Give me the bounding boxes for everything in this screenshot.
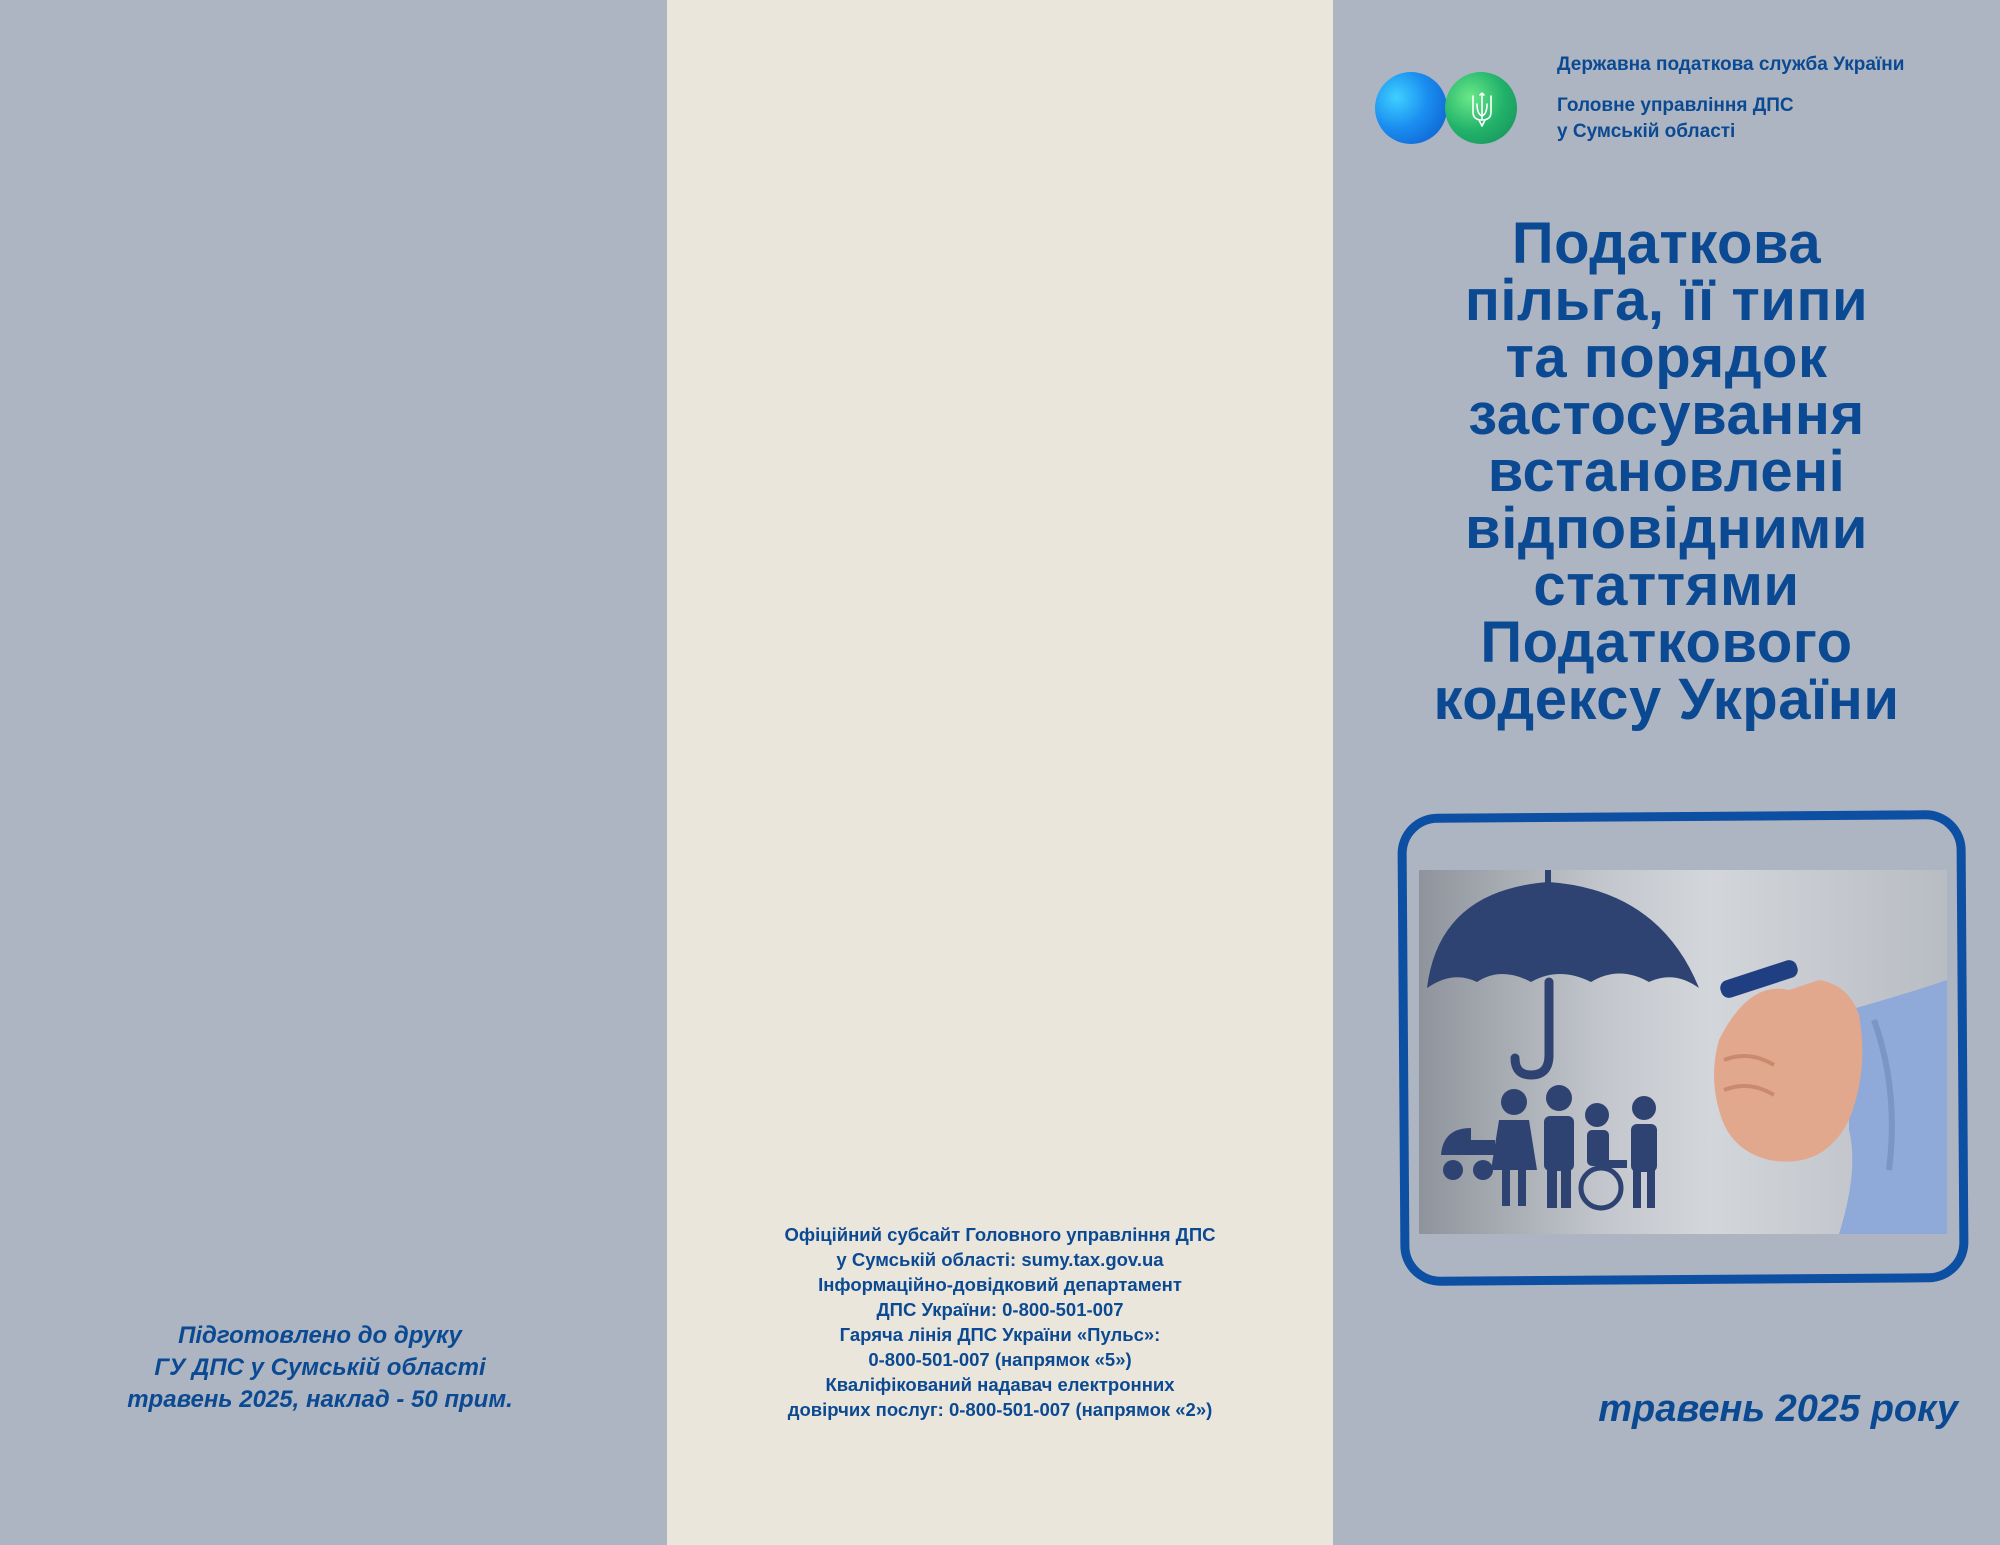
middle-panel (667, 0, 1333, 1545)
print-note (0, 1320, 640, 1416)
title-line: Податкового (1480, 610, 1853, 675)
illustration-image (1419, 870, 1947, 1234)
hand-shape (1714, 980, 1862, 1162)
right-panel (1333, 0, 2000, 1545)
department-line: у Сумській області (1557, 121, 1736, 142)
print-note-line: травень 2025, наклад - 50 прим. (127, 1386, 513, 1413)
title-line: пільга, її типи (1464, 268, 1869, 333)
agency-header (1557, 52, 1904, 145)
title-line: застосування (1468, 382, 1865, 447)
logo-blue-circle (1375, 72, 1447, 144)
contacts-line: Гаряча лінія ДПС України «Пульс»: (839, 1324, 1161, 1345)
print-note-line: ГУ ДПС у Сумській області (154, 1354, 486, 1381)
contacts-line: Офіційний субсайт Головного управління ДПС (784, 1224, 1216, 1245)
contacts-block (667, 1222, 1333, 1422)
department-line: Головне управління ДПС (1557, 95, 1794, 116)
title-line: відповідними (1465, 496, 1868, 561)
trident-icon (1470, 90, 1494, 128)
title-line: Податкова (1511, 211, 1822, 276)
family-figures (1441, 1085, 1657, 1208)
contacts-line: 0-800-501-007 (напрямок «5») (868, 1349, 1132, 1370)
contacts-line: Інформаційно-довідковий департамент (818, 1274, 1182, 1295)
contacts-line: Кваліфікований надавач електронних (825, 1374, 1175, 1395)
title-line: кодексу України (1433, 667, 1900, 732)
umbrella-tip (1545, 870, 1551, 884)
agency-name: Державна податкова служба України (1557, 54, 1905, 75)
title-line: статтями (1533, 553, 1800, 618)
umbrella-handle (1515, 982, 1549, 1075)
dps-logo (1375, 70, 1520, 146)
print-note-line: Підготовлено до друку (178, 1322, 462, 1349)
umbrella-family-illustration (1419, 870, 1947, 1234)
date-line: травень 2025 року (1598, 1388, 1958, 1430)
umbrella-canopy (1427, 882, 1699, 988)
left-panel (0, 0, 667, 1545)
title-line: та порядок (1505, 325, 1828, 390)
contacts-line: довірчих послуг: 0-800-501-007 (напрямок «2») (787, 1399, 1213, 1420)
contacts-line: у Сумській області: sumy.tax.gov.ua (836, 1249, 1164, 1270)
page-title (1353, 211, 1980, 732)
contacts-line: ДПС України: 0-800-501-007 (876, 1299, 1124, 1320)
title-line: встановлені (1487, 439, 1846, 504)
